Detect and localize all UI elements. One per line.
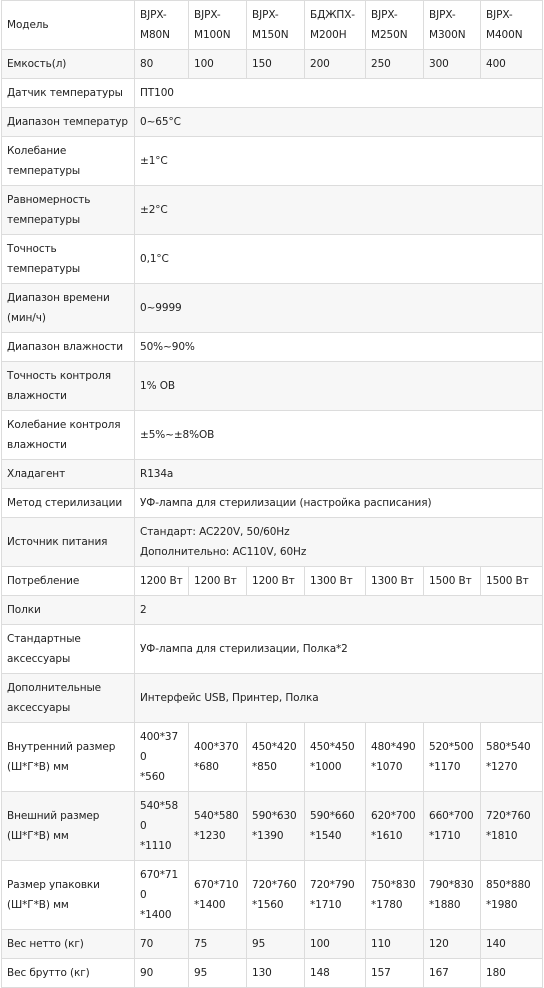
cell-text: *1400 [194,899,226,911]
cell-text: 670*710 [194,879,239,891]
table-cell [366,930,424,959]
table-row [2,489,543,518]
cell-text: 2 [140,604,147,616]
table-cell [135,930,189,959]
row-label: Внешний размер (Ш*Г*В) мм [2,792,135,861]
cell-text: 720*790 [310,879,355,891]
cell-text: 520*500 [429,741,474,753]
cell-text: *1810 [486,830,518,842]
cell-text: 148 [310,967,330,979]
cell-text: 540*580 [140,800,179,832]
table-cell [366,1,424,50]
table-row [2,460,543,489]
row-label: Колебание температуры [2,137,135,186]
table-cell [366,792,424,861]
table-cell [135,625,543,674]
cell-text: M250N [371,29,408,41]
table-cell [424,930,481,959]
table-cell [247,861,305,930]
row-label: Вес нетто (кг) [2,930,135,959]
table-row [2,108,543,137]
cell-text: *1710 [310,899,342,911]
cell-text: 400*370 [194,741,239,753]
row-label: Точность температуры [2,235,135,284]
cell-text: УФ-лампа для стерилизации, Полка*2 [140,643,348,655]
table-cell [366,50,424,79]
row-label: Стандартные аксессуары [2,625,135,674]
cell-text: ПТ100 [140,87,174,99]
cell-text: 1300 Вт [371,575,414,587]
table-cell [247,930,305,959]
row-label: Емкость(л) [2,50,135,79]
cell-text: M200H [310,29,347,41]
table-cell [481,930,543,959]
row-label: Диапазон влажности [2,333,135,362]
row-label: Полки [2,596,135,625]
cell-text: 400 [486,58,506,70]
cell-text: 180 [486,967,506,979]
table-row [2,362,543,411]
table-cell [189,792,247,861]
cell-text: *1710 [429,830,461,842]
table-cell [366,861,424,930]
cell-text: 1200 Вт [252,575,295,587]
table-cell [424,1,481,50]
cell-text: 400*370 [140,731,179,763]
table-cell [247,50,305,79]
table-row [2,959,543,988]
cell-text: 300 [429,58,449,70]
table-cell [135,861,189,930]
row-label: Точность контроля влажности [2,362,135,411]
cell-text: 140 [486,938,506,950]
cell-text: *680 [194,761,219,773]
table-row [2,411,543,460]
cell-text: 1500 Вт [486,575,529,587]
table-row [2,79,543,108]
table-row [2,50,543,79]
table-cell [481,861,543,930]
cell-text: 0,1°C [140,253,169,265]
cell-text: 790*830 [429,879,474,891]
cell-text: ±5%~±8%ОВ [140,429,215,441]
cell-text: *1400 [140,909,172,921]
cell-text: *1000 [310,761,342,773]
cell-text: БДЖПХ- [310,9,355,21]
cell-text: 540*580 [194,810,239,822]
cell-text: 0~9999 [140,302,182,314]
row-label: Потребление [2,567,135,596]
cell-text: *1070 [371,761,403,773]
table-row [2,674,543,723]
table-cell [135,723,189,792]
cell-text: R134a [140,468,174,480]
cell-text: 0~65°C [140,116,181,128]
table-cell [135,411,543,460]
table-cell [424,567,481,596]
table-cell [135,959,189,988]
row-label: Диапазон времени (мин/ч) [2,284,135,333]
cell-text: M400N [486,29,523,41]
cell-text: *1540 [310,830,342,842]
table-cell [366,723,424,792]
cell-text: УФ-лампа для стерилизации (настройка расписания) [140,497,432,509]
table-cell [424,861,481,930]
row-label: Хладагент [2,460,135,489]
cell-text: 1% ОВ [140,380,175,392]
table-cell [305,959,366,988]
table-cell [135,596,543,625]
cell-text: 850*880 [486,879,531,891]
table-cell [189,50,247,79]
row-label: Источник питания [2,518,135,567]
cell-text: 620*700 [371,810,416,822]
table-cell [481,792,543,861]
table-cell [305,792,366,861]
table-cell [135,567,189,596]
cell-text: 720*760 [486,810,531,822]
cell-text: M150N [252,29,289,41]
table-cell [189,861,247,930]
cell-text: 130 [252,967,272,979]
row-label: Дополнительные аксессуары [2,674,135,723]
table-cell [366,567,424,596]
table-row [2,596,543,625]
table-cell [366,959,424,988]
cell-text: 250 [371,58,391,70]
cell-text: 110 [371,938,391,950]
table-cell [424,792,481,861]
table-cell [481,959,543,988]
cell-text: 450*420 [252,741,297,753]
table-cell [135,50,189,79]
cell-text: *1980 [486,899,518,911]
table-row [2,235,543,284]
table-row [2,284,543,333]
table-cell [135,1,189,50]
row-label: Равномерность температуры [2,186,135,235]
cell-text: BJPX- [371,9,398,21]
table-cell [135,518,543,567]
cell-text: 750*830 [371,879,416,891]
table-cell [189,723,247,792]
table-cell [481,1,543,50]
row-label: Датчик температуры [2,79,135,108]
cell-text: 80 [140,58,154,70]
table-row [2,518,543,567]
table-cell [481,50,543,79]
table-cell [135,186,543,235]
cell-text: 450*450 [310,741,355,753]
row-label: Диапазон температур [2,108,135,137]
cell-text: 590*630 [252,810,297,822]
cell-text: 157 [371,967,391,979]
table-cell [305,50,366,79]
table-cell [135,235,543,284]
table-cell [424,723,481,792]
cell-text: *1880 [429,899,461,911]
table-cell [135,108,543,137]
cell-text: 50%~90% [140,341,195,353]
cell-text: BJPX- [140,9,167,21]
table-row [2,723,543,792]
cell-text: 95 [194,967,208,979]
table-cell [135,284,543,333]
table-row [2,792,543,861]
cell-text: 1200 Вт [140,575,183,587]
table-cell [305,930,366,959]
table-cell [135,489,543,518]
table-cell [247,1,305,50]
table-cell [189,959,247,988]
cell-text: BJPX- [486,9,513,21]
cell-text: *1110 [140,840,172,852]
row-label: Внутренний размер (Ш*Г*В) мм [2,723,135,792]
cell-text: M100N [194,29,231,41]
row-label: Вес брутто (кг) [2,959,135,988]
cell-text: 1200 Вт [194,575,237,587]
cell-text: 95 [252,938,266,950]
cell-text: *1610 [371,830,403,842]
table-row [2,1,543,50]
table-cell [135,362,543,411]
table-cell [247,723,305,792]
cell-text: 70 [140,938,154,950]
cell-text: *1230 [194,830,226,842]
cell-text: M80N [140,29,170,41]
cell-text: 100 [310,938,330,950]
cell-text: 100 [194,58,214,70]
cell-text: 660*700 [429,810,474,822]
cell-text: 720*760 [252,879,297,891]
cell-text: 75 [194,938,208,950]
table-cell [135,674,543,723]
cell-text: ±2°C [140,204,168,216]
table-cell [424,50,481,79]
table-row [2,625,543,674]
cell-text: 1500 Вт [429,575,472,587]
table-cell [189,567,247,596]
table-cell [247,567,305,596]
cell-text: 167 [429,967,449,979]
cell-text: *1170 [429,761,461,773]
cell-text: 590*660 [310,810,355,822]
cell-text: Дополнительно: AC110V, 60Hz [140,546,307,558]
cell-text: ±1°C [140,155,168,167]
table-cell [247,959,305,988]
row-label: Размер упаковки (Ш*Г*В) мм [2,861,135,930]
cell-text: Стандарт: AC220V, 50/60Hz [140,526,290,538]
cell-text: *1390 [252,830,284,842]
cell-text: 150 [252,58,272,70]
table-row [2,861,543,930]
cell-text: 670*710 [140,869,179,901]
cell-text: BJPX- [429,9,456,21]
table-cell [135,792,189,861]
table-row [2,930,543,959]
cell-text: Интерфейс USB, Принтер, Полка [140,692,319,704]
row-label: Метод стерилизации [2,489,135,518]
table-cell [305,567,366,596]
cell-text: BJPX- [194,9,221,21]
cell-text: *560 [140,771,165,783]
table-row [2,137,543,186]
table-cell [135,460,543,489]
table-cell [189,930,247,959]
table-cell [305,1,366,50]
spec-table [1,0,543,988]
table-cell [305,861,366,930]
table-row [2,186,543,235]
cell-text: *1780 [371,899,403,911]
cell-text: *850 [252,761,277,773]
cell-text: 90 [140,967,154,979]
cell-text: 480*490 [371,741,416,753]
cell-text: *1560 [252,899,284,911]
cell-text: M300N [429,29,466,41]
cell-text: 580*540 [486,741,531,753]
table-cell [135,79,543,108]
table-cell [424,959,481,988]
table-cell [247,792,305,861]
spec-table-body [2,1,543,988]
table-row [2,567,543,596]
cell-text: 1300 Вт [310,575,353,587]
cell-text: BJPX- [252,9,279,21]
table-cell [135,137,543,186]
cell-text: 120 [429,938,449,950]
row-label: Колебание контроля влажности [2,411,135,460]
table-cell [189,1,247,50]
row-label: Модель [2,1,135,50]
table-cell [305,723,366,792]
table-cell [135,333,543,362]
cell-text: 200 [310,58,330,70]
table-row [2,333,543,362]
table-cell [481,723,543,792]
table-cell [481,567,543,596]
cell-text: *1270 [486,761,518,773]
